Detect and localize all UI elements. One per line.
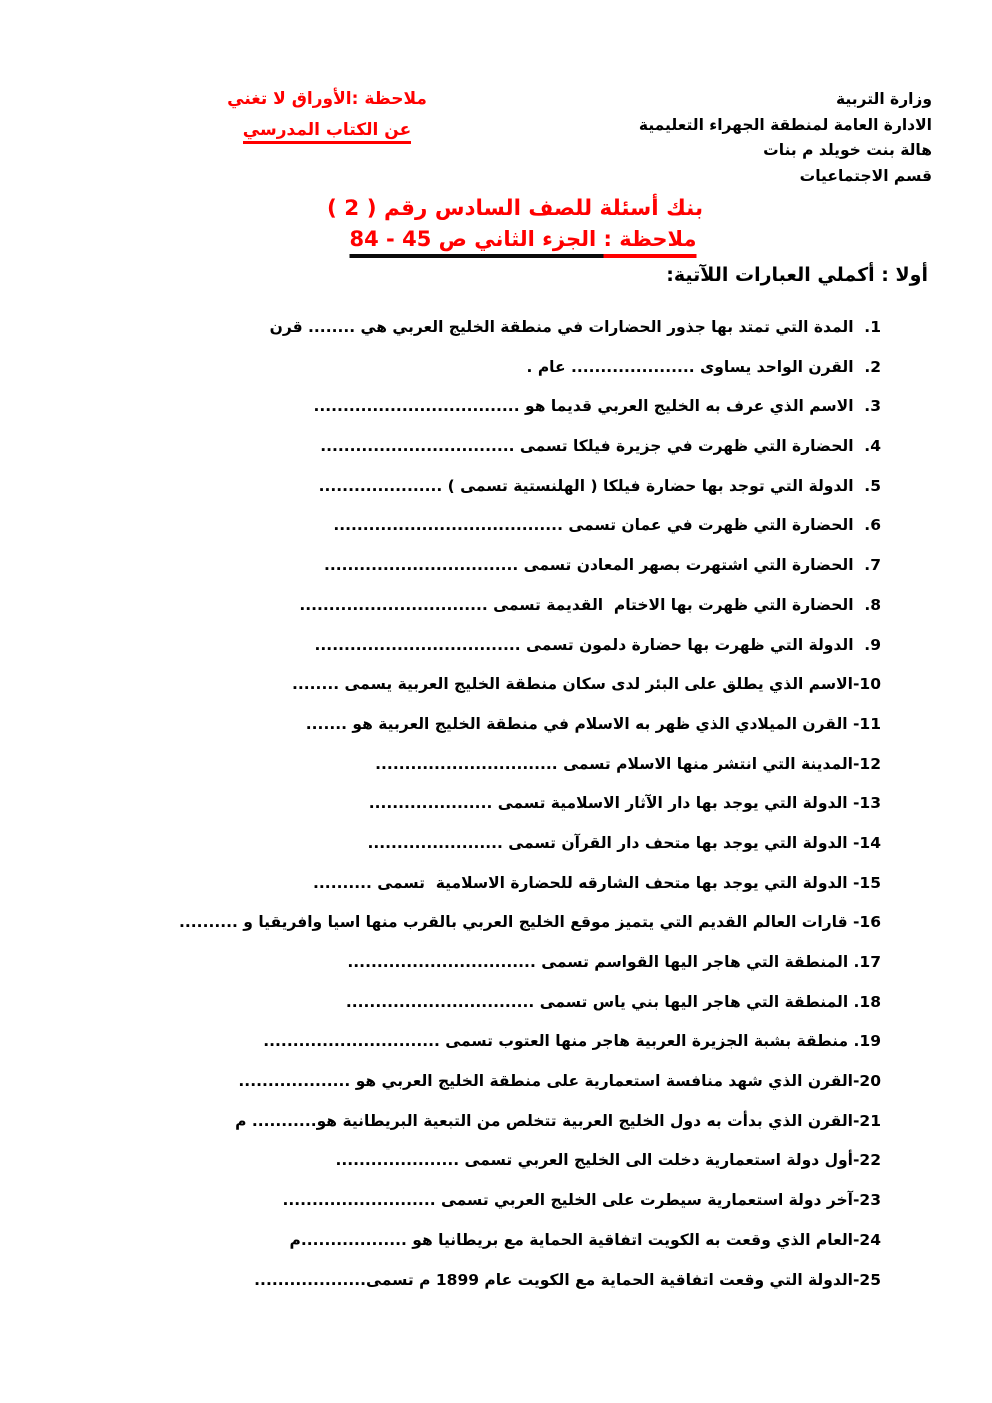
question-item-1: 1. المدة التي تمتد بها جذور الحضارات في منطقة الخليج العربي هي ........ قرن	[269, 318, 881, 336]
page-subtitle-range: الجزء الثاني ص 45 - 84	[350, 227, 604, 258]
question-item-11: 11- القرن الميلادي الذي ظهر به الاسلام في منطقة الخليج العربية هو .......	[305, 714, 881, 733]
side-note-line1: ملاحظة :الأوراق لا تغني	[227, 89, 427, 109]
question-item-12: 12-المدينة التي انتشر منها الاسلام تسمى ...............................	[375, 754, 881, 773]
section-heading: أولا : أكملي العبارات اللآتية:	[666, 264, 928, 286]
question-item-5: 5. الدولة التي توجد بها حضارة فيلكا ( الهلنستية تسمى ) .....................	[318, 476, 881, 495]
letterhead-school: هالة بنت خويلد م بنات	[763, 141, 932, 159]
question-item-10: 10-الاسم الذي يطلق على البئر لدى سكان منطقة الخليج العربية يسمى ........	[292, 675, 881, 694]
question-item-17: 17. المنطقة التي هاجر اليها القواسم تسمى ................................	[347, 953, 881, 971]
question-item-4: 4. الحضارة التي ظهرت في جزيرة فيلكا تسمى .................................	[320, 437, 881, 456]
letterhead-department: قسم الاجتماعيات	[799, 166, 932, 185]
question-item-19: 19. منطقة بشبة الجزيرة العربية هاجر منها العتوب تسمى ..............................	[263, 1032, 881, 1051]
page-subtitle	[350, 227, 697, 251]
question-item-18: 18. المنطقة التي هاجر اليها بني ياس تسمى ................................	[345, 992, 881, 1011]
question-item-16: 16- قارات العالم القديم التي يتميز موقع الخليج العربي بالقرب منها اسيا وافريقيا و ..........	[179, 913, 881, 932]
question-item-6: 6. الحضارة التي ظهرت في عمان تسمى .......................................	[333, 516, 881, 535]
question-item-13: 13- الدولة التي يوجد بها دار الآثار الاسلامية تسمى .....................	[368, 794, 881, 813]
letterhead-ministry: وزارة التربية	[836, 90, 932, 108]
question-item-21: 21-القرن الذي بدأت به دول الخليج العربية تتخلص من التبعية البريطانية هو........... م	[235, 1111, 881, 1130]
question-item-9: 9. الدولة التي ظهرت بها حضارة دلمون تسمى ...................................	[314, 635, 881, 654]
question-item-20: 20-القرن الذي شهد منافسة استعمارية على منطقة الخليج العربي هو ...................	[238, 1072, 881, 1091]
page-title: بنك أسئلة للصف السادس رقم ( 2 )	[326, 196, 704, 221]
question-item-8: 8. الحضارة التي ظهرت بها الاختام القديمة تسمى ................................	[299, 595, 881, 614]
page-subtitle-note: ملاحظة :	[604, 227, 697, 258]
question-item-23: 23-آخر دولة استعمارية سيطرت على الخليج العربي تسمى ..........................	[282, 1191, 881, 1210]
question-item-2: 2. القرن الواحد يساوى ..................... عام .	[526, 357, 881, 376]
side-note-line2-wrap	[203, 115, 451, 146]
side-note-line2: عن الكتاب المدرسي	[243, 120, 411, 144]
question-item-7: 7. الحضارة التي اشتهرت بصهر المعادن تسمى .................................	[323, 556, 881, 575]
question-list	[10, 308, 881, 1300]
question-item-22: 22-أول دولة استعمارية دخلت الى الخليج العربي تسمى .....................	[335, 1151, 881, 1170]
question-item-3: 3. الاسم الذي عرف به الخليج العربي قديما هو ...................................	[313, 397, 881, 416]
question-item-25: 25-الدولة التي وقعت اتفاقية الحماية مع الكويت عام 1899 م تسمى...................	[254, 1270, 881, 1289]
question-item-15: 15- الدولة التي يوجد بها متحف الشارقه للحضارة الاسلامية تسمى ..........	[313, 873, 881, 892]
question-item-14: 14- الدولة التي يوجد بها متحف دار القرآن تسمى .......................	[367, 833, 881, 852]
letterhead	[639, 87, 932, 189]
question-item-24: 24-العام الذي وقعت به الكويت اتفاقية الحماية مع بريطانيا هو ..................م	[289, 1230, 881, 1249]
side-note	[203, 84, 451, 146]
letterhead-administration: الادارة العامة لمنطقة الجهراء التعليمية	[638, 115, 932, 134]
